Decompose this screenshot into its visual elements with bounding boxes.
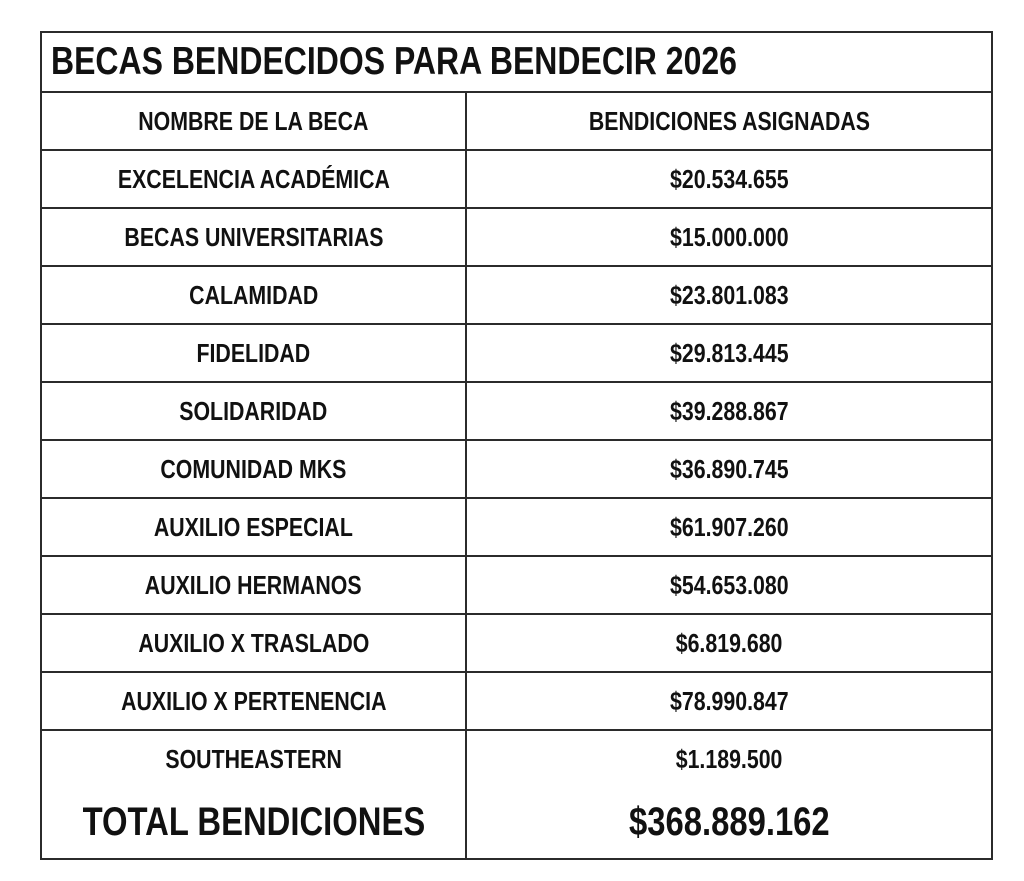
table-row bbox=[42, 673, 991, 731]
beca-name: AUXILIO X TRASLADO bbox=[138, 627, 369, 658]
beca-amount: $54.653.080 bbox=[669, 569, 789, 600]
beca-name-cell bbox=[42, 267, 465, 323]
column-header-nombre-label: NOMBRE DE LA BECA bbox=[138, 105, 369, 136]
beca-amount: $29.813.445 bbox=[669, 337, 789, 368]
beca-amount-cell bbox=[465, 731, 991, 787]
beca-name: BECAS UNIVERSITARIAS bbox=[123, 221, 384, 252]
table-row bbox=[42, 499, 991, 557]
table-row bbox=[42, 731, 991, 787]
table-row bbox=[42, 325, 991, 383]
beca-amount: $61.907.260 bbox=[669, 511, 789, 542]
table-row bbox=[42, 441, 991, 499]
beca-name: FIDELIDAD bbox=[196, 337, 311, 368]
beca-name: SOUTHEASTERN bbox=[165, 743, 342, 774]
beca-name-cell bbox=[42, 209, 465, 265]
beca-amount-cell bbox=[465, 441, 991, 497]
beca-amount-cell bbox=[465, 209, 991, 265]
beca-name: AUXILIO ESPECIAL bbox=[153, 511, 354, 542]
total-amount-cell bbox=[465, 787, 991, 858]
beca-amount-cell bbox=[465, 325, 991, 381]
beca-name: COMUNIDAD MKS bbox=[160, 453, 347, 484]
table-row bbox=[42, 383, 991, 441]
total-label-cell bbox=[42, 787, 465, 858]
beca-name-cell bbox=[42, 731, 465, 787]
table-row bbox=[42, 557, 991, 615]
beca-amount-cell bbox=[465, 267, 991, 323]
beca-name-cell bbox=[42, 557, 465, 613]
beca-amount: $23.801.083 bbox=[669, 279, 789, 310]
beca-name: CALAMIDAD bbox=[188, 279, 319, 310]
beca-amount: $1.189.500 bbox=[675, 743, 783, 774]
beca-amount-cell bbox=[465, 615, 991, 671]
beca-amount: $15.000.000 bbox=[669, 221, 789, 252]
beca-amount-cell bbox=[465, 557, 991, 613]
beca-name-cell bbox=[42, 383, 465, 439]
beca-name: SOLIDARIDAD bbox=[179, 395, 328, 426]
beca-name-cell bbox=[42, 673, 465, 729]
beca-name-cell bbox=[42, 151, 465, 207]
beca-name: AUXILIO X PERTENENCIA bbox=[120, 685, 387, 716]
table-total-row bbox=[42, 787, 991, 858]
beca-name-cell bbox=[42, 325, 465, 381]
total-label: TOTAL BENDICIONES bbox=[82, 800, 425, 844]
beca-name-cell bbox=[42, 499, 465, 555]
table-header-row bbox=[42, 93, 991, 151]
beca-amount-cell bbox=[465, 499, 991, 555]
beca-name-cell bbox=[42, 441, 465, 497]
table-row bbox=[42, 209, 991, 267]
table-row bbox=[42, 151, 991, 209]
column-header-bendiciones bbox=[465, 93, 991, 149]
total-amount: $368.889.162 bbox=[628, 800, 830, 844]
beca-name: EXCELENCIA ACADÉMICA bbox=[117, 163, 390, 194]
beca-amount-cell bbox=[465, 673, 991, 729]
beca-amount-cell bbox=[465, 383, 991, 439]
beca-name: AUXILIO HERMANOS bbox=[145, 569, 362, 600]
column-header-nombre bbox=[42, 93, 465, 149]
table-row bbox=[42, 615, 991, 673]
beca-amount: $6.819.680 bbox=[675, 627, 783, 658]
beca-name-cell bbox=[42, 615, 465, 671]
column-header-bendiciones-label: BENDICIONES ASIGNADAS bbox=[588, 105, 870, 136]
beca-amount: $39.288.867 bbox=[669, 395, 789, 426]
beca-amount: $36.890.745 bbox=[669, 453, 789, 484]
table-body bbox=[42, 151, 991, 787]
beca-amount-cell bbox=[465, 151, 991, 207]
table-title-row bbox=[42, 33, 991, 93]
beca-amount: $78.990.847 bbox=[669, 685, 789, 716]
becas-table bbox=[40, 31, 993, 860]
table-title: BECAS BENDECIDOS PARA BENDECIR 2026 bbox=[51, 40, 737, 83]
table-row bbox=[42, 267, 991, 325]
beca-amount: $20.534.655 bbox=[669, 163, 789, 194]
